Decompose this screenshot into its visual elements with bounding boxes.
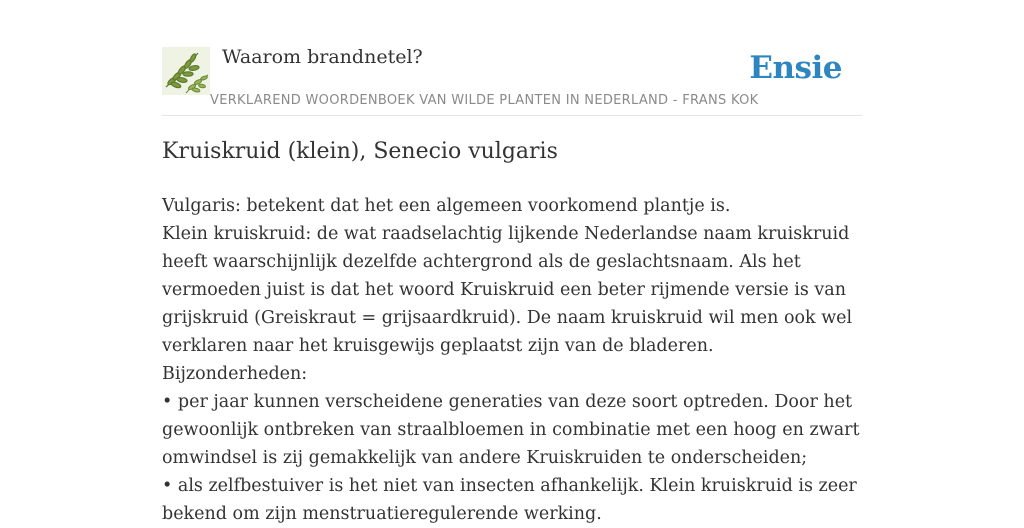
avatar[interactable] bbox=[162, 47, 210, 95]
fern-leaves-icon bbox=[162, 47, 210, 95]
brand-logo[interactable]: Ensie bbox=[749, 50, 842, 86]
body-line: Klein kruiskruid: de wat raadselachtig lijkende Nederlandse naam kruiskruid bbox=[162, 224, 850, 244]
header-title[interactable]: Waarom brandnetel? bbox=[222, 46, 423, 68]
body-line: verklaren naar het kruisgewijs geplaatst zijn van de bladeren. bbox=[162, 336, 714, 356]
body-line: bekend om zijn menstruatieregulerende werking. bbox=[162, 504, 602, 524]
entry-title: Kruiskruid (klein), Senecio vulgaris bbox=[162, 139, 558, 164]
body-line: heeft waarschijnlijk dezelfde achtergrond als de geslachtsnaam. Als het bbox=[162, 252, 801, 272]
dictionary-subtitle[interactable]: VERKLAREND WOORDENBOEK VAN WILDE PLANTEN IN NEDERLAND - FRANS KOK bbox=[210, 93, 759, 108]
body-line: grijskruid (Greiskraut = grijsaardkruid). De naam kruiskruid wil men ook wel bbox=[162, 308, 853, 328]
body-line: Vulgaris: betekent dat het een algemeen voorkomend plantje is. bbox=[162, 196, 731, 216]
body-line: • als zelfbestuiver is het niet van insecten afhankelijk. Klein kruiskruid is zeer bbox=[162, 476, 857, 496]
body-line: vermoeden juist is dat het woord Kruiskruid een beter rijmende versie is van bbox=[162, 280, 847, 300]
body-line: • per jaar kunnen verscheidene generaties van deze soort optreden. Door het bbox=[162, 392, 853, 412]
body-line: gewoonlijk ontbreken van straalbloemen in combinatie met een hoog en zwart bbox=[162, 420, 860, 440]
header-divider bbox=[162, 115, 862, 116]
body-line: Bijzonderheden: bbox=[162, 364, 308, 384]
body-line: omwindsel is zij gemakkelijk van andere Kruiskruiden te onderscheiden; bbox=[162, 448, 808, 468]
entry-body bbox=[162, 192, 862, 528]
